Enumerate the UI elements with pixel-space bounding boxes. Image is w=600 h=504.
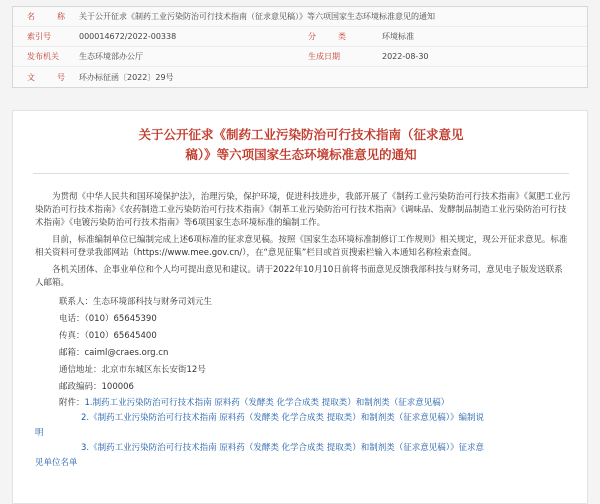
attachment-row-2 xyxy=(35,411,571,441)
contact-address: 通信地址：北京市东城区东长安街12号 xyxy=(59,365,206,375)
category-label: 分 类 xyxy=(308,32,353,41)
page-title xyxy=(33,125,569,165)
meta-row-publisher xyxy=(13,47,587,67)
attachment-link-1[interactable]: 1.制药工业污染防治可行技术指南 原料药（发酵类 化学合成类 提取类）和制剂类（征求意见稿） xyxy=(84,398,450,408)
category-value: 环境标准 xyxy=(382,32,414,41)
paragraph-feedback: 各机关团体、企事业单位和个人均可提出意见和建议。请于2022年10月10日前将书面意见反馈我部科技与财务司，意见电子版发送联系人邮箱。 xyxy=(35,265,563,288)
attachment-link-2[interactable]: 2.《制药工业污染防治可行技术指南 原料药（发酵类 化学合成类 提取类）和制剂类（征求意见稿）》编制说 xyxy=(81,413,484,423)
title-divider xyxy=(33,173,569,174)
document-card xyxy=(12,110,588,504)
paragraph-status: 目前，标准编制单位已编制完成上述6项标准的征求意见稿。按照《国家生态环境标准制修订工作规则》相关规定，现公开征求意见。标准相关资料可登录我部网站（https://www.mee.gov.cn/），在“意见征集”栏目或首页搜索栏输入本通知名称检索查阅。 xyxy=(35,235,568,258)
contact-person: 联系人：生态环境部科技与财务司刘元生 xyxy=(59,297,213,307)
contact-email: 邮箱：caiml@craes.org.cn xyxy=(59,348,169,358)
page-title-line1: 关于公开征求《制药工业污染防治可行技术指南（征求意见 xyxy=(138,127,464,142)
page-title-line2: 稿）》等六项国家生态环境标准意见的通知 xyxy=(185,147,417,162)
title-value: 关于公开征求《制药工业污染防治可行技术指南（征求意见稿）》等六项国家生态环境标准意见的通知 xyxy=(79,12,435,21)
contact-postcode: 邮政编码：100006 xyxy=(59,382,134,392)
contact-fax: 传真：（010）65645400 xyxy=(59,331,157,341)
attachment-link-2-cont[interactable]: 明 xyxy=(35,428,44,438)
publisher-value: 生态环境部办公厅 xyxy=(79,52,143,61)
meta-row-index xyxy=(13,27,587,47)
publisher-label: 发布机关 xyxy=(27,52,59,61)
meta-row-docno xyxy=(13,67,587,87)
docno-value: 环办标征函〔2022〕29号 xyxy=(79,72,174,82)
paragraph-intro: 为贯彻《中华人民共和国环境保护法》，治理污染，保护环境，促进科技进步，我部开展了《制药工业污染防治可行技术指南》《氮肥工业污染防治可行技术指南》《农药制造工业污染防治可行技术指南》《制革工业污染防治可行技术指南》《调味品、发酵制品制造工业污染防治可行技术指南》《电镀污染防治可行技术指南》等6项国家生态环境标准的编制工作。 xyxy=(35,192,571,228)
meta-row-title xyxy=(13,7,587,27)
attachment-row-3 xyxy=(35,441,571,471)
index-label: 索引号 xyxy=(27,32,51,41)
document-body xyxy=(35,191,571,471)
attachment-link-3-cont[interactable]: 见单位名单 xyxy=(35,458,78,468)
contact-phone: 电话：（010）65645390 xyxy=(59,314,157,324)
docno-label: 文 号 xyxy=(27,72,72,82)
attachment-row-1 xyxy=(35,396,571,411)
date-value: 2022-08-30 xyxy=(382,52,429,61)
document-metadata-table xyxy=(12,6,588,88)
title-label: 名 称 xyxy=(27,12,72,21)
attachment-link-3[interactable]: 3.《制药工业污染防治可行技术指南 原料药（发酵类 化学合成类 提取类）和制剂类（征求意见稿）》征求意 xyxy=(81,443,484,453)
date-label: 生成日期 xyxy=(308,52,340,61)
attachment-label: 附件： xyxy=(59,398,85,408)
index-value: 000014672/2022-00338 xyxy=(79,32,177,41)
